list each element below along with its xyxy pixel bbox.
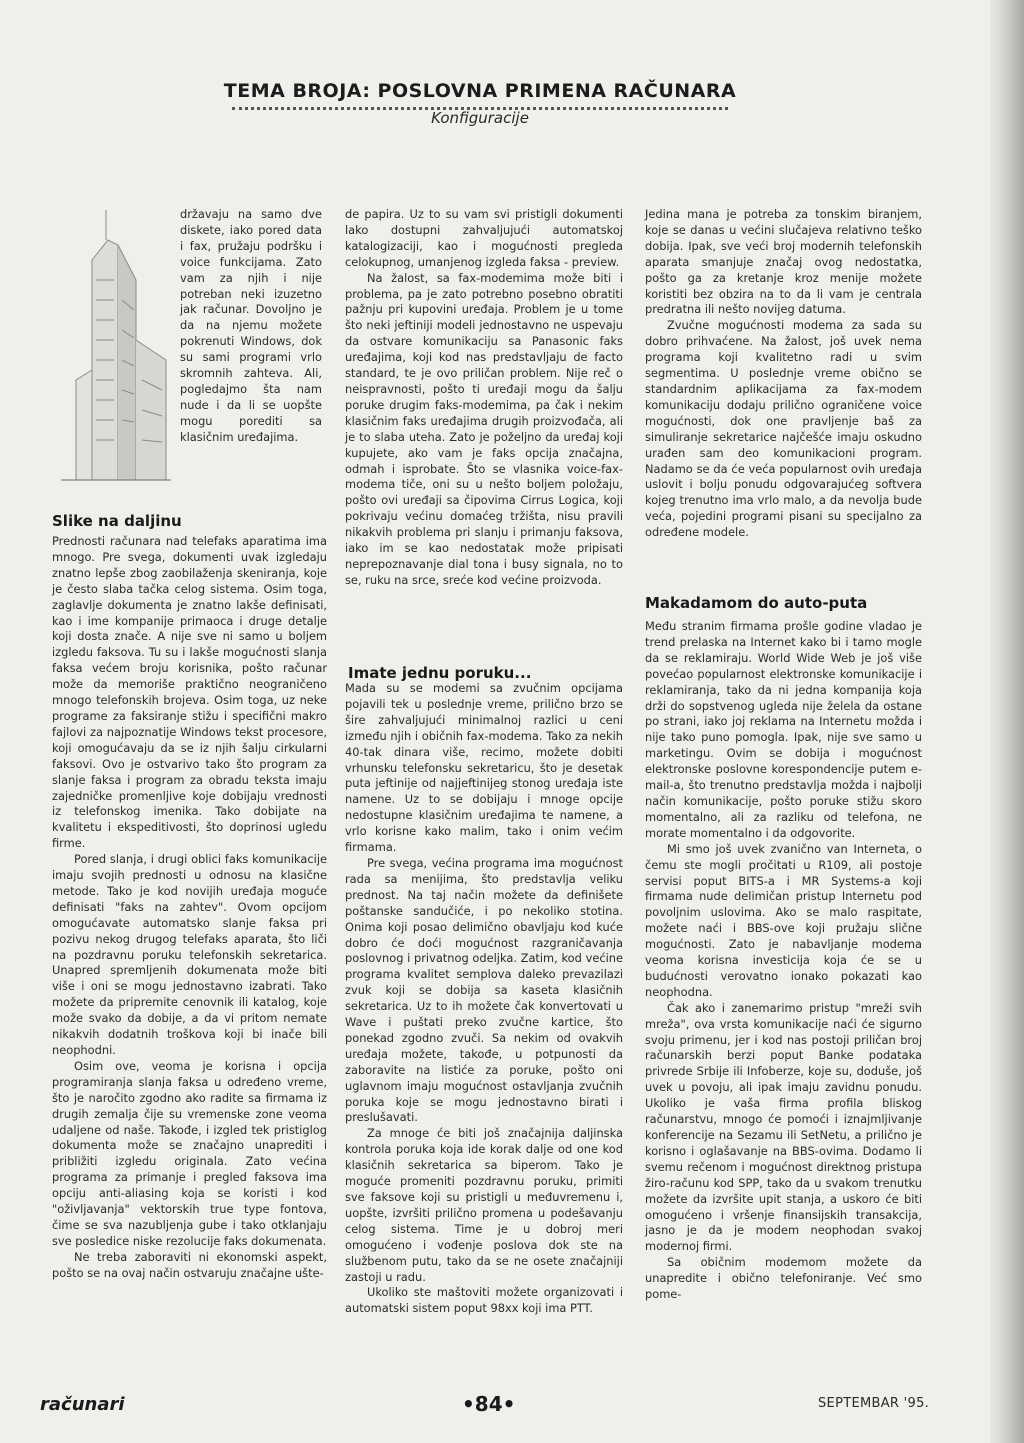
column-3-top [645, 207, 922, 541]
paragraph: Prednosti računara nad telefaks aparatima ima mnogo. Pre svega, dokumenti uvak izgledaju znatno lepše zbog zaobilaženja skeniranja, koje je često slaba tačka celog sistema. Osim toga, zaglavlje dokumenta je znatno lakše definisati, kao i ime kompanije primaoca i druge detalje koji dosta znače. A nije sve ni samo u boljem izgledu faksova. Tu su i lakše mogućnosti slanja faksa većem broju korisnika, pošto računar može da memoriše praktično neograničeno mnogo telefonskih brojeva. Osim toga, uz neke programe za faksiranje stižu i specifični makro fajlovi za najpoznatije Windows tekst procesore, koji omogućavaju da se iz njih šalju cirkularni faksovi. Ovo je ostvarivo tako što program za slanje faksa i program za obradu teksta imaju zajedničke promenljive koje dobijaju vrednosti iz telefonskog imenika. Tako dobijate na kvalitetu i ekspeditivosti, što doprinosi ugledu firme. [52, 534, 327, 851]
paragraph: Pored slanja, i drugi oblici faks komunikacije imaju svojih prednosti u odnosu na klasične metode. Tako je kod novijih uređaja moguće definisati "faks na zahtev". Ovom opcijom omogućavate automatsko slanje faksa pri pozivu nekog drugog telefaks aparata, što liči na pozdravnu poruku telefonskih sekretarica. Unapred spremljenih dokumenata može biti više i oni se mogu jednostavno izabrati. Tako možete da pripremite cenovnik ili katalog, koje može svako da dobije, a da vi pritom nemate nikakvih dodatnih troškova koji bi inače bili neophodni. [52, 852, 327, 1057]
page-binding-shadow [990, 0, 1024, 1443]
section-title: TEMA BROJA: POSLOVNA PRIMENA RAČUNARA [223, 80, 737, 102]
column-2-bottom [345, 681, 623, 1317]
magazine-brand: računari [40, 1394, 125, 1415]
paragraph: Mi smo još uvek zvanično van Interneta, o čemu ste mogli pročitati u R109, ali postoje servisi poput BITS-a i MR Systems-a koji firmama nude delimičan pristup Internetu pod povoljnim uslovima. Ako se malo raspitate, možete naći i BBS-ove koji pružaju slične mogućnosti. Zato je nabavljanje modema veoma korisna investicija koja će se u budućnosti verovatno ionako pokazati kao neophodna. [645, 841, 922, 999]
heading-makadamom-do-auto-puta: Makadamom do auto-puta [645, 594, 868, 612]
paragraph: Među stranim firmama prošle godine vladao je trend prelaska na Internet kako bi i tamo mogle da se reklamiraju. World Wide Web je još više povećao popularnost elektronske komunikacije i reklamiranja, tako da ni jedna kompanija koja drži do sopstvenog ugleda nije želela da ostane po strani, iako joj reklama na Internetu možda i nije tako puno pomogla. Ipak, nije sve samo u marketingu. Ovim se dobija i mogućnost elektronske poslovne korespondencije putem e-mail-a, što trenutno predstavlja možda i najbolji način komunikacije, pošto poruke stižu skoro momentalno, ali za razliku od telefona, ne morate momentalno i da odgovorite. [645, 619, 922, 840]
paragraph: Zvučne mogućnosti modema za sada su dobro prihvaćene. Na žalost, još uvek nema programa koji kvalitetno radi u svim segmentima. U poslednje vreme obično se standardnim aplikacijama za fax-modem komunikaciju dodaju prilično ograničene voice mogućnosti, dok one pravljenje baš za simuliranje sekretarice najčešće imaju oskudno urađen sam deo komunikacioni program. Nadamo se da će veća popularnost ovih uređaja uslovit i bolju ponudu odgovarajućeg softvera kojeg trenutno ima vrlo malo, a da nevolja bude veća, pojedini programi pisani su specijalno za određene modele. [645, 318, 922, 540]
paragraph: Pre svega, većina programa ima mogućnost rada sa menijima, što predstavlja veliku prednost. Na taj način možete da definišete poštanske sandučiće, i po nekoliko stotina. Onima koji posao delimično obavljaju kod kuće dobro će doći mogućnost razgraničavanja poslovnog i privatnog odeljka. Zatim, kod većine programa kvalitet semplova daleko prevazilazi zvuk koji se dobija sa kaseta klasičnih sekretarica. Uz to ih možete čak konvertovati u Wave i puštati preko zvučne kartice, što ponekad zgodno zvuči. Sa nekim od ovakvih uređaja možete, takođe, u potpunosti da zaboravite na listiće za poruke, pošto oni uglavnom imaju mogućnost ostavljanja zvučnih poruka koje se mogu jednostavno birati i preslušavati. [345, 855, 623, 1125]
page-number: •84• [462, 1392, 516, 1416]
intro-column [180, 207, 322, 446]
column-1 [52, 534, 327, 1282]
intro-paragraph: državaju na samo dve diskete, iako pored data i fax, pružaju podršku i voice funkcijama. Zato vam za njih i nije potreban neki izuzetno jak računar. Dovoljno je da na njemu možete pokrenuti Windows, dok su sami programi vrlo skromnih zahteva. Ali, pogledajmo šta nam nude i da li se uopšte mogu porediti sa klasičnim uređajima. [180, 207, 322, 444]
section-subtitle: Konfiguracije [431, 109, 529, 127]
column-2-top [345, 207, 623, 589]
paragraph: de papira. Uz to su vam svi pristigli dokumenti lako dostupni zahvaljujući automatskoj katalogizaciji, kao i mogućnosti pregleda celokupnog, umanjenog izgleda faksa - preview. [345, 207, 623, 269]
issue-date: SEPTEMBAR '95. [818, 1396, 930, 1411]
paragraph: Osim ove, veoma je korisna i opcija programiranja slanja faksa u određeno vreme, što je naročito zgodno ako radite sa firmama iz drugih zemalja čije su vremenske zone veoma udaljene od naše. Takođe, i izgled tek pristiglog dokumenta može se značajno unaprediti i približiti izgledu originala. Zato većina programa za primanje i pregled faksova ima opciju anti-aliasing koja se koristi i kod "oživljavanja" vektorskih true type fontova, čime se sva nazubljenja gube i tako otklanjaju sve posledice niske rezolucije faks dokumenata. [52, 1058, 327, 1248]
column-3-bottom [645, 619, 922, 1303]
paragraph: Ne treba zaboraviti ni ekonomski aspekt, pošto se na ovaj način ostvaruju značajne ušte- [52, 1249, 327, 1280]
heading-slike-na-daljinu: Slike na daljinu [52, 512, 182, 530]
paragraph: Na žalost, sa fax-modemima može biti i problema, pa je zato potrebno posebno obratiti pažnju pri kupovini uređaja. Problem je u tome što neki jeftiniji modeli jednostavno ne uspevaju da ostvare komunikaciju sa Panasonic faks uređajima, koji kod nas predstavljaju de facto standard, te je ovo priličan problem. Nije reč o neispravnosti, pošto ti uređaji mogu da šalju poruke drugim faks-modemima, pa čak i nekim klasičnim faks uređajima drugih proizvođača, ali je to slaba uteha. Zato je poželjno da uređaj koji kupujete, ako vam je faks opcija značajna, odmah i isprobate. Što se vlasnika voice-fax-modema tiče, oni su u nešto boljem položaju, pošto ovi uređaji sa čipovima Cirrus Logica, koji pokrivaju većinu domaćeg tržišta, nisu pravili nikakvih problema pri slanju i primanju faksova, iako im se kao nedostatak može pripisati neprepoznavanje dial tona i busy signala, no to se, ruku na srce, sreće kod većine proizvoda. [345, 270, 623, 587]
heading-imate-jednu-poruku: Imate jednu poruku... [348, 664, 532, 682]
paragraph: Čak ako i zanemarimo pristup "mreži svih mreža", ova vrsta komunikacije naći će sigurno svoju primenu, jer i kod nas postoji priličan broj računarskih berzi poput Banke podataka privrede Srbije ili Infoberze, koje su, doduše, još uvek u povoju, ali ipak imaju zavidnu ponudu. Ukoliko je vaša firma profila bliskog računarstvu, mnogo će pomoći i iznajmljivanje konferencije na Sezamu ili SetNetu, a prilično je korisno i oglašavanje na BBS-ovima. Dodamo li svemu rečenom i mogućnost direktnog pristupa žiro-računu kod SPP, tako da u svakom trenutku možete da izvršite upit stanja, a uskoro će biti omogućeno i vršenje finansijskih transakcija, jasno je da je modem neophodan svakoj modernoj firmi. [645, 1000, 922, 1254]
building-illustration [56, 200, 176, 490]
paragraph: Mada su se modemi sa zvučnim opcijama pojavili tek u poslednje vreme, prilično brzo se šire zahvaljujući minimalnoj razlici u ceni između njih i običnih fax-modema. Tako za nekih 40-tak dinara više, recimo, možete dobiti vrhunsku telefonsku sekretaricu, što je desetak puta jeftinije od najjeftinijeg stonog uređaja iste namene. Uz to se dobijaju i mnoge opcije nedostupne klasičnim uređajima te namene, a vrlo korisne kako malim, tako i onim većim firmama. [345, 681, 623, 855]
paragraph: Za mnoge će biti još značajnija daljinska kontrola poruka koja ide korak dalje od one kod klasičnih sekretarica sa biperom. Tako je moguće promeniti pozdravnu poruku, primiti sve faksove koji su pristigli u međuvremenu i, uopšte, izvršiti prilično promena u podešavanju celog sistema. Time je u dobroj meri omogućeno i vođenje poslova dok ste na službenom putu, tako da se ne osete značajniji zastoji u radu. [345, 1126, 623, 1284]
paragraph: Ukoliko ste maštoviti možete organizovati i automatski sistem poput 98xx koji ima PTT. [345, 1285, 623, 1316]
paragraph: Sa običnim modemom možete da unapredite i obično telefoniranje. Već smo pome- [645, 1255, 922, 1302]
paragraph: Jedina mana je potreba za tonskim biranjem, koje se danas u većini slučajeva relativno teško dobija. Ipak, sve veći broj modernih telefonskih aparata smanjuje značaj ovog nedostatka, pošto ga za kretanje kroz menije možete koristiti bez obzira na to da li vam je centrala predratna ili nešto novijeg datuma. [645, 207, 922, 317]
